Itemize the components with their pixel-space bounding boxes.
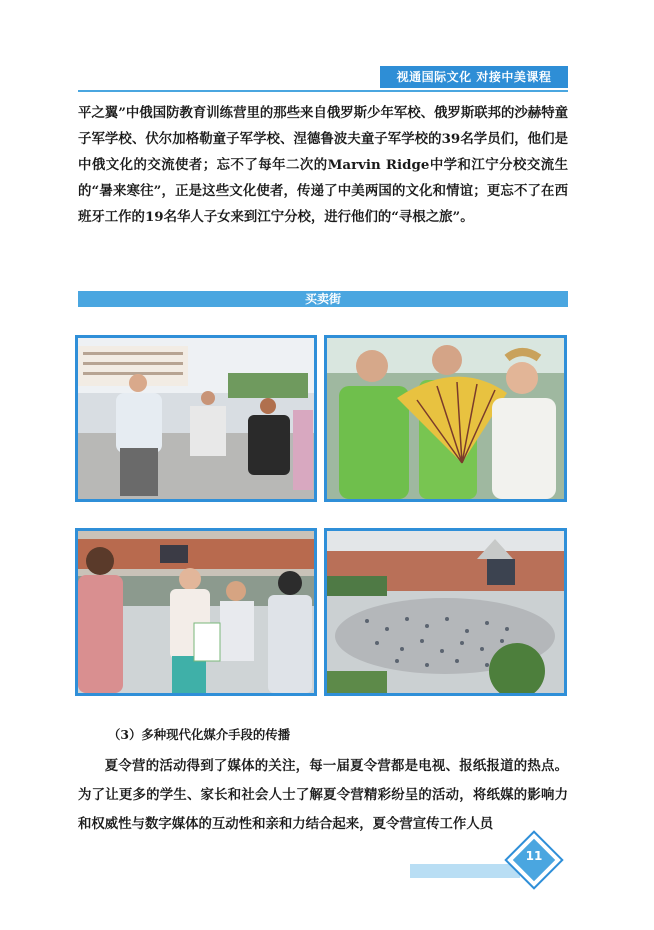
photo-students-with-fan: [324, 335, 567, 502]
paragraph-bottom: 夏令营的活动得到了媒体的关注，每一届夏令营都是电视、报纸报道的热点。为了让更多的学生、家长和社会人士了解夏令营精彩纷呈的活动，将纸媒的影响力和权威性与数字媒体的互动性和亲和力结合起来，夏令营宣传工作人员: [78, 758, 568, 832]
subheading-media: （3）多种现代化媒介手段的传播: [108, 727, 291, 742]
section-title-bar: 买卖街: [78, 291, 568, 307]
photo-crowd-in-plaza: [324, 528, 567, 696]
header-rule: [78, 90, 568, 92]
photo-foreign-visitors-courtyard: [75, 335, 317, 502]
photo-students-talking-with-visitors: [75, 528, 317, 696]
footer-bar: [410, 864, 520, 878]
running-header-title: 视通国际文化 对接中美课程: [380, 66, 568, 88]
paragraph-top: 平之翼”中俄国防教育训练营里的那些来自俄罗斯少年军校、俄罗斯联邦的沙赫特童子军学校、伏尔加格勒童子军学校、涅德鲁波夫童子军学校的39名学员们，他们是中俄文化的交流使者；忘不了每年二次的Marvin Ridge中学和江宁分校交流生的“暑来寒往”，正是这些文化使者，传递了中美两国的文化和情谊；更忘不了在西班牙工作的19名华人子女来到江宁分校，进行他们的“寻根之旅”。: [78, 105, 568, 225]
page-number: 11: [525, 849, 543, 863]
